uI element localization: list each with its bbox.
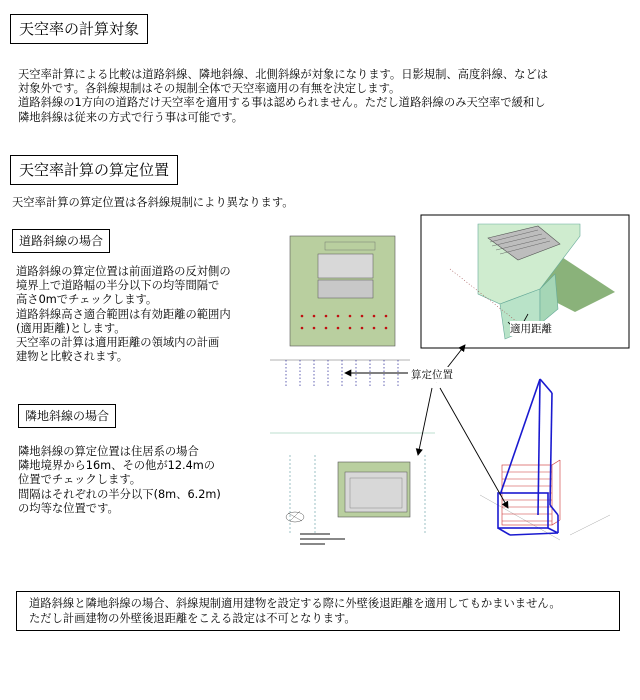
body-line: 間隔はそれぞれの半分以下(8m、6.2m) bbox=[18, 487, 221, 501]
body-line: 隣地斜線の算定位置は住居系の場合 bbox=[18, 445, 199, 458]
body-line: 道路斜線の1方向の道路だけ天空率を適用する事は認められません。ただし道路斜線のみ天空率で緩和し bbox=[18, 96, 546, 110]
neighbor-slope-heading: 隣地斜線の場合 bbox=[18, 404, 116, 428]
note-box bbox=[16, 591, 620, 631]
label-calc-position: 算定位置 bbox=[411, 369, 453, 381]
body-line: 対象外です。各斜線規制はその規制全体で天空率適用の有無を決定します。 bbox=[18, 82, 401, 96]
note-line: ただし計画建物の外壁後退距離をこえる設定は不可となります。 bbox=[29, 612, 356, 625]
body-line: 隣地境界から16m、その他が12.4mの bbox=[18, 459, 216, 473]
road-slope-heading: 道路斜線の場合 bbox=[12, 229, 110, 253]
body-line: 天空率の計算は適用距離の領域内の計画 bbox=[16, 336, 220, 350]
body-line: 道路斜線高さ適合範囲は有効距離の範囲内 bbox=[16, 307, 231, 321]
body-line: (適用距離)とします。 bbox=[16, 321, 126, 335]
body-line: 高さ0mでチェックします。 bbox=[16, 293, 158, 307]
body-line: 道路斜線の算定位置は前面道路の反対側の bbox=[16, 265, 231, 278]
body-line: 境界上で道路幅の半分以下の均等間隔で bbox=[16, 279, 220, 293]
body-line: 建物と比較されます。 bbox=[16, 350, 129, 364]
body-line: 隣地斜線は従来の方式で行う事は可能です。 bbox=[18, 110, 244, 124]
note-line: 道路斜線と隣地斜線の場合、斜線規制適用建物を設定する際に外壁後退距離を適用してもかまいません。 bbox=[29, 597, 561, 610]
section-title-target: 天空率の計算対象 bbox=[10, 14, 148, 44]
body-line: の均等な位置です。 bbox=[18, 501, 119, 515]
label-applied-distance: 適用距離 bbox=[510, 323, 552, 335]
body-line: 位置でチェックします。 bbox=[18, 473, 142, 487]
section-title-position: 天空率計算の算定位置 bbox=[10, 155, 178, 185]
body-line: 天空率計算による比較は道路斜線、隣地斜線、北側斜線が対象になります。日影規制、高度斜線、などは bbox=[18, 68, 549, 81]
section-intro: 天空率計算の算定位置は各斜線規制により異なります。 bbox=[12, 196, 294, 209]
